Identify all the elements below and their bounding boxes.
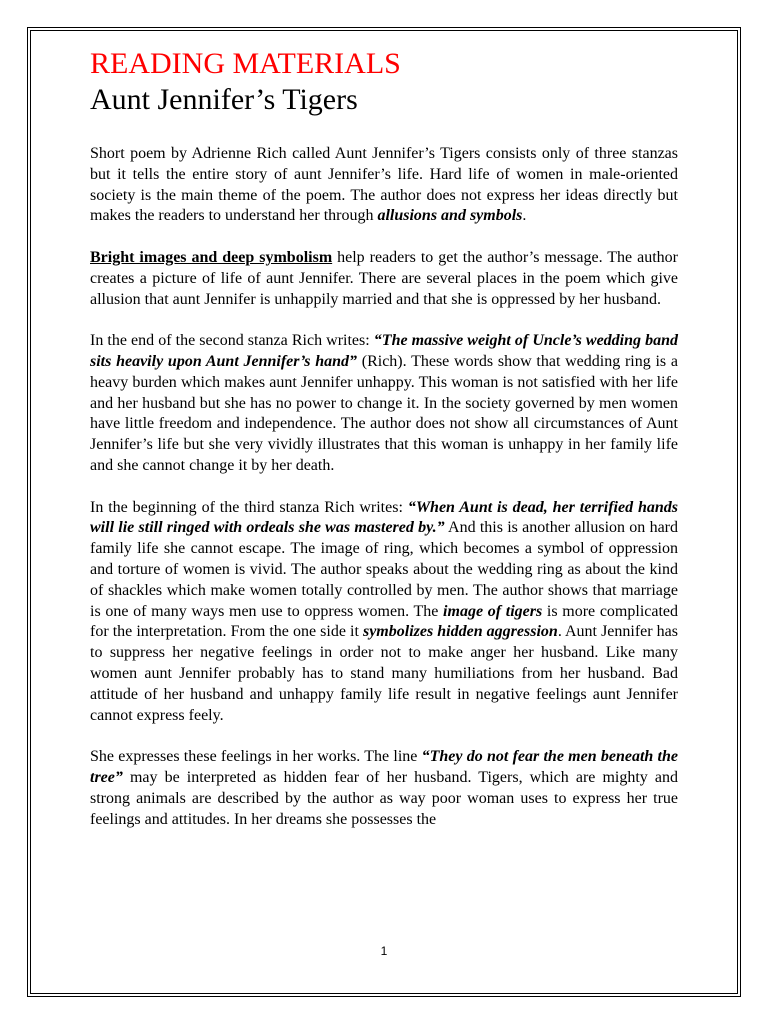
emphasis-text: Bright images and deep symbolism	[90, 248, 333, 266]
paragraph-5	[90, 747, 678, 830]
text-run: help readers to get the author’s message. The author creates a picture of life of aunt Jennifer. There are several places in the poem which give allusion that aunt Jennifer is unhappily married and that she is oppressed by her husband.	[90, 248, 679, 308]
text-run: In the end of the second stanza Rich writes:	[90, 332, 374, 350]
text-run: She expresses these feelings in her works. The line	[90, 748, 422, 766]
text-run: In the beginning of the third stanza Rich writes:	[90, 498, 408, 516]
quote-text: “They do not fear the men beneath the tree”	[90, 748, 679, 786]
emphasis-text: allusions and symbols	[377, 207, 523, 225]
paragraph-1	[90, 144, 678, 227]
page-title: Aunt Jennifer’s Tigers	[90, 83, 358, 116]
quote-text: “The massive weight of Uncle’s wedding band sits heavily upon Aunt Jennifer’s hand”	[90, 332, 678, 370]
text-run: Short poem by Adrienne Rich called Aunt Jennifer’s Tigers consists only of three stanzas but it tells the entire story of aunt Jennifer’s life. Hard life of women in male-oriented society is the main theme of the poem. The author does not express her ideas directly but makes the readers to understand her through	[90, 145, 678, 225]
emphasis-text: symbolizes hidden aggression	[362, 623, 558, 641]
text-run: .	[522, 207, 527, 225]
document-body	[90, 46, 678, 851]
paragraph-3	[90, 331, 678, 477]
text-run: And this is another allusion on hard family life she cannot escape. The image of ring, which becomes a symbol of oppression and torture of women is vivid. The author speaks about the wedding ring as about the kind of shackles which make women totally controlled by men. The author shows that marriage is one of many ways men use to oppress women. The	[90, 519, 678, 620]
paragraph-2	[90, 248, 678, 310]
text-run: is more complicated for the interpretation. From the one side it	[90, 602, 679, 641]
emphasis-text: image of tigers	[443, 602, 543, 620]
text-run: . Aunt Jennifer has to suppress her negative feelings in order not to make anger her husband. Like many women aunt Jennifer probably has to stand many humiliations from her husband. Bad attitude of her husband and unhappy family life result in negative feelings aunt Jennifer cannot express feely.	[90, 623, 679, 724]
section-label: READING MATERIALS	[90, 47, 401, 80]
paragraph-4	[90, 498, 678, 727]
quote-text: “When Aunt is dead, her terrified hands will lie still ringed with ordeals she was mastered by.”	[90, 498, 679, 537]
text-run: (Rich). These words show that wedding ring is a heavy burden which makes aunt Jennifer unhappy. This woman is not satisfied with her life and her husband but she has no power to change it. In the society governed by men women have little freedom and independence. The author does not show all circumstances of Aunt Jennifer’s life but she very vividly illustrates that this woman is unhappy in her family life and she cannot change it by her death.	[90, 352, 678, 474]
text-run: may be interpreted as hidden fear of her husband. Tigers, which are mighty and strong animals are described by the author as way poor woman uses to express her true feelings and attitudes. In her dreams she possesses the	[90, 768, 678, 828]
page-number: 1	[380, 944, 388, 958]
